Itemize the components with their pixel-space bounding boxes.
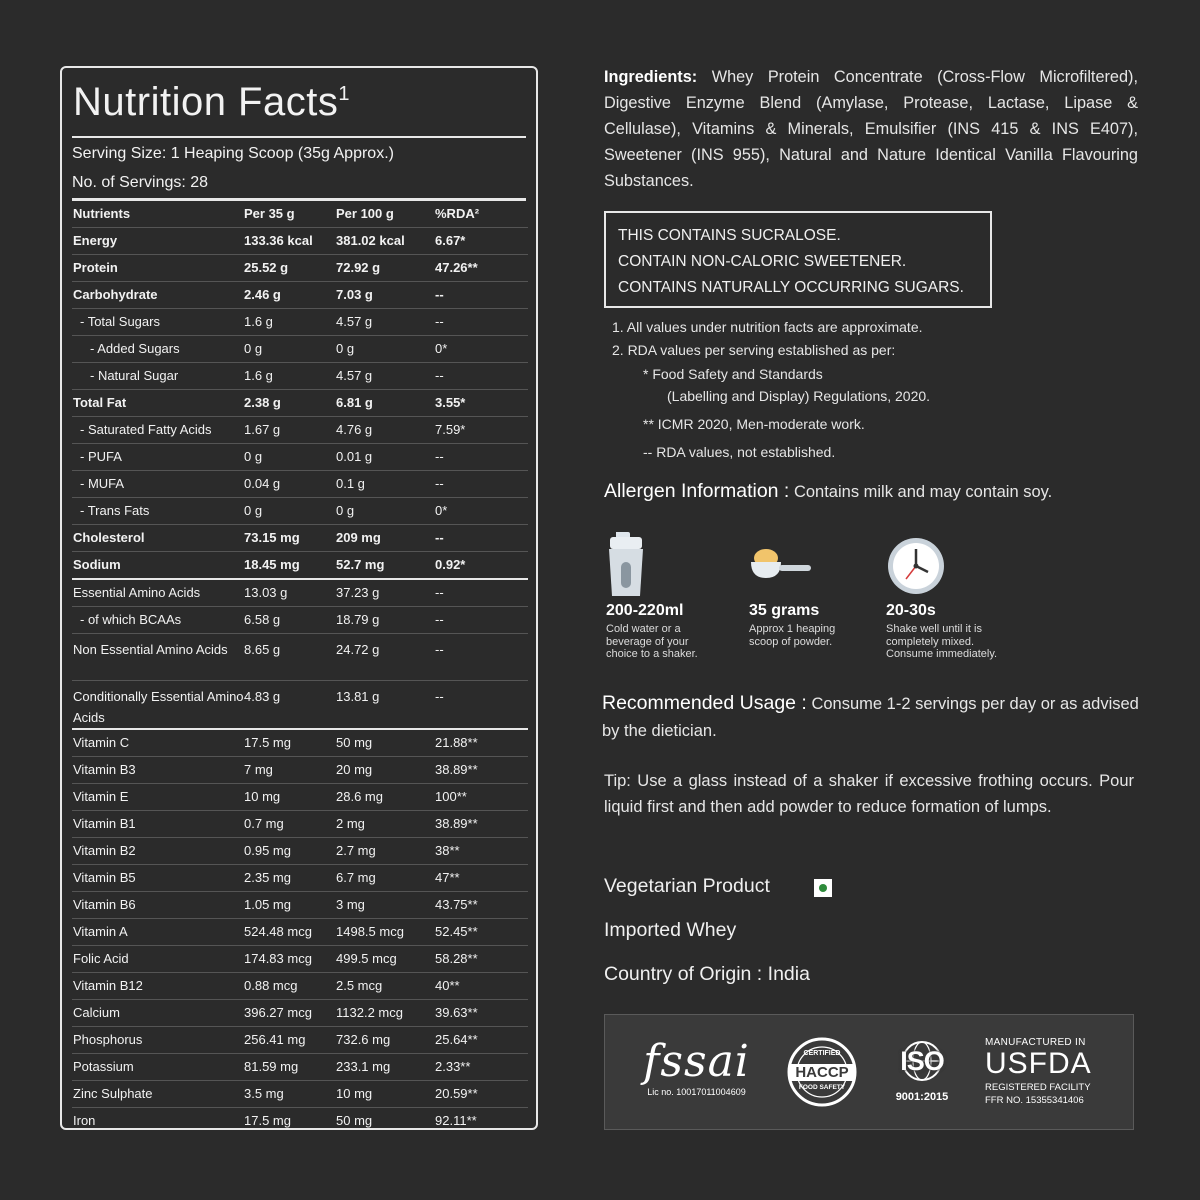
rda-value: 92.11** — [435, 1113, 477, 1128]
table-row — [72, 471, 528, 498]
scoop-icon — [749, 530, 889, 602]
per100-value: 0.1 g — [336, 471, 435, 498]
per100-value: 24.72 g — [336, 634, 435, 681]
per35-value: 1.05 mg — [244, 892, 336, 919]
haccp-seal: CERTIFIED HACCP FOOD SAFETY — [787, 1037, 857, 1107]
per35-value: 25.52 g — [244, 255, 336, 282]
per100-value: 2.5 mcg — [336, 973, 435, 1000]
per100-value: 499.5 mcg — [336, 946, 435, 973]
per35-value: 7 mg — [244, 757, 336, 784]
rda-value: 47.26** — [435, 255, 528, 282]
per100-value: 50 mg — [336, 729, 435, 757]
footnote-sub: * Food Safety and Standards — [643, 366, 823, 382]
per100-value: 37.23 g — [336, 579, 435, 607]
rda-value: -- — [435, 309, 528, 336]
rda-value: 6.67* — [435, 228, 528, 255]
nutrient-name: Vitamin A — [72, 919, 244, 946]
nutrient-name: Carbohydrate — [72, 282, 244, 309]
iso-number: 9001:2015 — [895, 1091, 949, 1103]
table-row — [72, 525, 528, 552]
per35-value: 0.7 mg — [244, 811, 336, 838]
rda-value: 38.89** — [435, 757, 528, 784]
per35-value: 2.35 mg — [244, 865, 336, 892]
step-powder — [749, 530, 889, 648]
rda-value: 52.45** — [435, 919, 528, 946]
table-row — [72, 579, 528, 607]
per100-value: 1498.5 mcg — [336, 919, 435, 946]
per35-value: 1.67 g — [244, 417, 336, 444]
serving-size: Serving Size: 1 Heaping Scoop (35g Approx.) — [72, 145, 394, 162]
nutrient-name: Vitamin B2 — [72, 838, 244, 865]
rda-value: 47** — [435, 865, 528, 892]
per100-value: 6.81 g — [336, 390, 435, 417]
nutrient-name: Phosphorus — [72, 1027, 244, 1054]
step-desc: Approx 1 heaping scoop of powder. — [749, 623, 836, 648]
per35-value: 18.45 mg — [244, 552, 336, 580]
per100-value: 732.6 mg — [336, 1027, 435, 1054]
ingredients-block — [604, 64, 1138, 194]
per35-value: 0 g — [244, 444, 336, 471]
col-header-rda: %RDA² — [435, 201, 528, 228]
warning-line: CONTAIN NON-CALORIC SWEETENER. — [618, 253, 907, 270]
country-of-origin: Country of Origin : India — [604, 963, 810, 985]
per100-value: 209 mg — [336, 525, 435, 552]
clock-icon — [886, 530, 1026, 602]
allergen-info — [604, 480, 1052, 503]
per35-value: 174.83 mcg — [244, 946, 336, 973]
per100-value: 7.03 g — [336, 282, 435, 309]
per35-value: 3.5 mg — [244, 1081, 336, 1108]
nutrient-name: Potassium — [72, 1054, 244, 1081]
sweetener-warning-box — [604, 211, 992, 308]
per35-value: 17.5 mg — [244, 729, 336, 757]
nutrient-name: Non Essential Amino Acids — [72, 634, 244, 681]
nutrient-name: Iron — [73, 1113, 96, 1128]
fssai-license: Lic no. 10017011004609 — [647, 1087, 746, 1097]
table-row — [72, 1108, 528, 1135]
rda-value: 39.63** — [435, 1000, 528, 1027]
rda-value: 58.28** — [435, 946, 528, 973]
table-row — [72, 838, 528, 865]
rda-value: 100** — [435, 784, 528, 811]
warning-line: CONTAINS NATURALLY OCCURRING SUGARS. — [618, 279, 964, 296]
table-row — [72, 865, 528, 892]
nutrient-name: Calcium — [72, 1000, 244, 1027]
per35-value: 524.48 mcg — [244, 919, 336, 946]
nutrient-name: Vitamin B12 — [72, 973, 244, 1000]
nutrient-name: - PUFA — [72, 444, 244, 471]
rda-value: -- — [435, 607, 528, 634]
step-amount: 20-30s — [886, 602, 936, 619]
table-row — [72, 784, 528, 811]
servings-count: No. of Servings: 28 — [72, 174, 209, 191]
nutrient-name: Zinc Sulphate — [72, 1081, 244, 1108]
rda-value: 7.59* — [435, 417, 528, 444]
table-row — [72, 498, 528, 525]
step-shake — [886, 530, 1026, 661]
rda-value: -- — [435, 282, 528, 309]
rda-value: -- — [435, 444, 528, 471]
table-row — [72, 729, 528, 757]
nutrition-table — [72, 201, 528, 1134]
fssai-logo: fssai Lic no. 10017011004609 — [639, 1039, 754, 1097]
nutrient-name: Protein — [72, 255, 244, 282]
per35-value: 10 mg — [244, 784, 336, 811]
table-row — [72, 417, 528, 444]
rda-value: -- — [435, 471, 528, 498]
per35-value: 0.04 g — [244, 471, 336, 498]
step-desc: Cold water or a beverage of your choice to a shaker. — [606, 623, 698, 660]
rda-value: -- — [435, 525, 528, 552]
per35-value: 4.83 g — [244, 681, 336, 730]
nutrient-name: - of which BCAAs — [72, 607, 244, 634]
rda-value: 21.88** — [435, 729, 528, 757]
nutrient-name: Sodium — [72, 552, 244, 580]
table-row — [72, 607, 528, 634]
per35-value: 17.5 mg — [244, 1113, 291, 1128]
nutrition-title: Nutrition Facts$^1$ — [73, 80, 350, 124]
footnote-sub: (Labelling and Display) Regulations, 2020. — [667, 388, 931, 404]
table-row — [72, 946, 528, 973]
table-row — [72, 973, 528, 1000]
nutrient-name: Vitamin E — [72, 784, 244, 811]
rda-value: -- — [435, 681, 528, 730]
footnote-2: 2. RDA values per serving established as per: — [612, 342, 896, 358]
allergen-text: Contains milk and may contain soy. — [789, 483, 1053, 501]
rda-value: 38** — [435, 838, 528, 865]
per35-value: 1.6 g — [244, 363, 336, 390]
col-header-nutrient: Nutrients — [72, 201, 244, 228]
table-row — [72, 919, 528, 946]
nutrient-name: Energy — [72, 228, 244, 255]
nutrient-name: Conditionally Essential Amino Acids — [72, 681, 244, 730]
step-water — [606, 530, 746, 661]
rda-value: 43.75** — [435, 892, 528, 919]
rda-value: 0* — [435, 336, 528, 363]
table-header-row — [72, 201, 528, 228]
nutrient-name: - Added Sugars — [72, 336, 244, 363]
per35-value: 1.6 g — [244, 309, 336, 336]
per100-value: 0 g — [336, 498, 435, 525]
per100-value: 50 mg — [336, 1113, 373, 1128]
usage-text: Consume 1-2 servings per day or as advised by the dietician. — [602, 695, 1139, 740]
per100-value: 6.7 mg — [336, 865, 435, 892]
per35-value: 0 g — [244, 336, 336, 363]
nutrient-name: - Natural Sugar — [72, 363, 244, 390]
per100-value: 4.76 g — [336, 417, 435, 444]
per35-value: 81.59 mg — [244, 1054, 336, 1081]
rda-value: -- — [435, 363, 528, 390]
certifications-bar — [604, 1014, 1134, 1130]
rda-value: 25.64** — [435, 1027, 528, 1054]
per35-value: 0.95 mg — [244, 838, 336, 865]
nutrient-name: Essential Amino Acids — [72, 579, 244, 607]
per100-value: 18.79 g — [336, 607, 435, 634]
per100-value: 0.01 g — [336, 444, 435, 471]
rda-value: 2.33** — [435, 1054, 528, 1081]
nutrient-name: Vitamin B6 — [72, 892, 244, 919]
nutrient-name: - Saturated Fatty Acids — [72, 417, 244, 444]
rda-value: -- — [435, 634, 528, 681]
table-row — [72, 444, 528, 471]
per35-value: 133.36 kcal — [244, 228, 336, 255]
table-row — [72, 552, 528, 580]
table-row — [72, 363, 528, 390]
per35-value: 2.38 g — [244, 390, 336, 417]
table-row — [72, 1054, 528, 1081]
table-row — [72, 811, 528, 838]
table-row — [72, 390, 528, 417]
footnote-1: 1. All values under nutrition facts are approximate. — [612, 319, 923, 335]
usage-heading: Recommended Usage : — [602, 692, 807, 714]
per100-value: 52.7 mg — [336, 552, 435, 580]
table-row — [72, 1027, 528, 1054]
per100-value: 13.81 g — [336, 681, 435, 730]
nutrient-name: Vitamin B1 — [72, 811, 244, 838]
table-row — [72, 1081, 528, 1108]
nutrient-name: Cholesterol — [72, 525, 244, 552]
rda-value: -- — [435, 579, 528, 607]
rda-value: 0.92* — [435, 552, 528, 580]
per100-value: 0 g — [336, 336, 435, 363]
table-row — [72, 255, 528, 282]
footnote-sub: ** ICMR 2020, Men-moderate work. — [643, 416, 865, 432]
per100-value: 381.02 kcal — [336, 228, 435, 255]
per35-value: 8.65 g — [244, 634, 336, 681]
per35-value: 2.46 g — [244, 282, 336, 309]
table-row — [72, 282, 528, 309]
iso-logo: ISO 9001:2015 — [887, 1041, 957, 1103]
imported-whey-label: Imported Whey — [604, 919, 737, 941]
nutrition-facts-panel — [60, 66, 538, 1130]
recommended-usage — [602, 690, 1142, 745]
per100-value: 233.1 mg — [336, 1054, 435, 1081]
vegetarian-label: Vegetarian Product — [604, 875, 770, 897]
veg-mark-icon — [814, 879, 832, 897]
per100-value: 4.57 g — [336, 309, 435, 336]
usage-tip: Tip: Use a glass instead of a shaker if excessive frothing occurs. Pour liquid first and then add powder to reduce formation of lumps. — [604, 772, 1134, 816]
warning-line: THIS CONTAINS SUCRALOSE. — [618, 227, 841, 244]
nutrient-name: Vitamin B3 — [72, 757, 244, 784]
per35-value: 73.15 mg — [244, 525, 336, 552]
per100-value: 72.92 g — [336, 255, 435, 282]
per35-value: 0 g — [244, 498, 336, 525]
nutrient-name: Vitamin C — [72, 729, 244, 757]
rda-value: 40** — [435, 973, 528, 1000]
per35-value: 6.58 g — [244, 607, 336, 634]
per100-value: 1132.2 mcg — [336, 1000, 435, 1027]
usfda-mark: MANUFACTURED IN USFDA REGISTERED FACILITY FFR NO. 15355341406 — [985, 1037, 1092, 1106]
table-row — [72, 228, 528, 255]
table-row — [72, 681, 528, 730]
footnote-sub: -- RDA values, not established. — [643, 444, 836, 460]
rda-value: 0* — [435, 498, 528, 525]
rda-value: 3.55* — [435, 390, 528, 417]
per100-value: 20 mg — [336, 757, 435, 784]
nutrient-name: - Total Sugars — [72, 309, 244, 336]
table-row — [72, 757, 528, 784]
table-row — [72, 892, 528, 919]
per35-value: 13.03 g — [244, 579, 336, 607]
table-row — [72, 1000, 528, 1027]
per35-value: 396.27 mcg — [244, 1000, 336, 1027]
table-row — [72, 336, 528, 363]
nutrient-name: - Trans Fats — [72, 498, 244, 525]
nutrient-name: Vitamin B5 — [72, 865, 244, 892]
per100-value: 4.57 g — [336, 363, 435, 390]
ingredients-text: Whey Protein Concentrate (Cross-Flow Microfiltered), Digestive Enzyme Blend (Amylase, Protease, Lactase, Lipase & Cellulase), Vitamins & Minerals, Emulsifier (INS 415 & INS E407), Sweetener (INS 955), Natural and Nature Identical Vanilla Flavouring Substances. — [604, 68, 1138, 190]
table-row — [72, 634, 528, 681]
per35-value: 256.41 mg — [244, 1027, 336, 1054]
per35-value: 0.88 mcg — [244, 973, 336, 1000]
col-header-per35: Per 35 g — [244, 201, 336, 228]
shaker-icon — [606, 530, 746, 602]
per100-value: 2.7 mg — [336, 838, 435, 865]
nutrient-name: Folic Acid — [72, 946, 244, 973]
per100-value: 3 mg — [336, 892, 435, 919]
nutrient-name: Total Fat — [72, 390, 244, 417]
ingredients-label: Ingredients: — [604, 68, 698, 86]
step-amount: 35 grams — [749, 602, 820, 619]
allergen-heading: Allergen Information : — [604, 480, 790, 502]
table-row — [72, 309, 528, 336]
nutrient-name: - MUFA — [72, 471, 244, 498]
step-desc: Shake well until it is completely mixed. Consume immediately. — [886, 623, 998, 660]
per100-value: 28.6 mg — [336, 784, 435, 811]
step-amount: 200-220ml — [606, 602, 684, 619]
rda-value: 38.89** — [435, 811, 528, 838]
col-header-per100: Per 100 g — [336, 201, 435, 228]
per100-value: 10 mg — [336, 1081, 435, 1108]
per100-value: 2 mg — [336, 811, 435, 838]
rda-value: 20.59** — [435, 1081, 528, 1108]
